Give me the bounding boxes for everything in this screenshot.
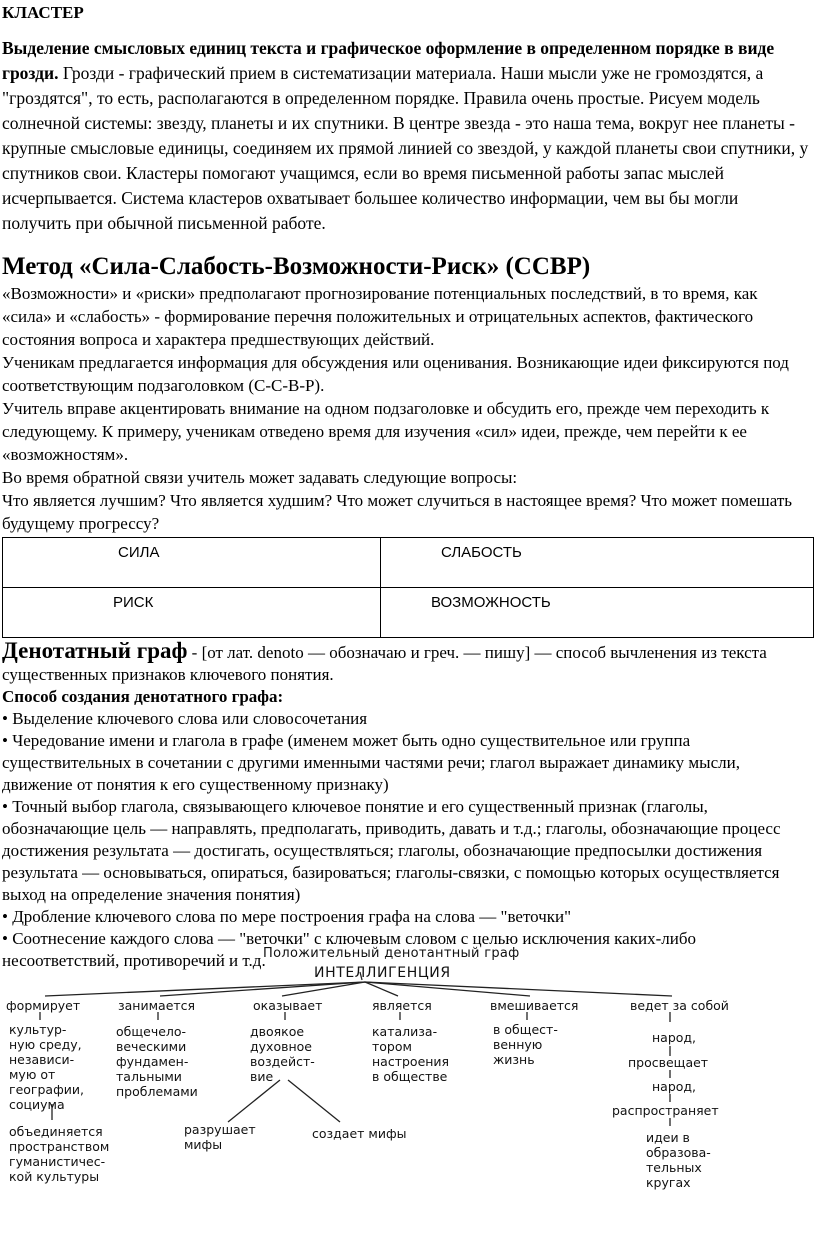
denotat-definition: - [от лат. denoto — обозначаю и греч. — пишу] — способ вычленения из текста существенных признаков ключевого понятия.: [2, 643, 767, 684]
table-row: [3, 588, 814, 638]
table-row: [3, 538, 814, 588]
graph-verb-vmeshivaetsya: вмешивается: [490, 998, 579, 1013]
graph-node-life: в общест- венную жизнь: [493, 1022, 558, 1067]
table-cell-risk: РИСК: [3, 588, 381, 638]
graph-title: Положительный денотантный граф: [263, 946, 520, 961]
connector-vedet: [365, 982, 672, 996]
cluster-heading: КЛАСТЕР: [2, 3, 84, 22]
graph-verb-vedet: ведет за собой: [630, 998, 729, 1013]
graph-chain-spreads: распространяет: [612, 1103, 719, 1118]
cluster-lead: Выделение смысловых единиц текста и графическое оформление в определенном порядке в виде грозди.: [2, 38, 775, 83]
graph-verb-okazyvaet: оказывает: [253, 998, 323, 1013]
graph-node-catalyst: катализа- тором настроения в обществе: [372, 1024, 450, 1084]
list-item: • Соотнесение каждого слова — "веточки" с ключевым словом с целью исключения каких-либо несоответствий, противоречий и т.д.: [2, 929, 696, 970]
cluster-paragraph: [2, 36, 810, 236]
graph-verb-zanimaetsya: занимается: [118, 998, 196, 1013]
graph-root-node: ИНТЕЛЛИГЕНЦИЯ: [314, 965, 451, 981]
swot-paragraph-4: Во время обратной связи учитель может задавать следующие вопросы:: [2, 468, 518, 487]
swot-paragraph-2: Ученикам предлагается информация для обсуждения или оценивания. Возникающие идеи фиксируются под соответствующим подзаголовком (С-С-В-Р).: [2, 353, 789, 395]
graph-chain-enlightens: просвещает: [628, 1055, 709, 1070]
denotat-heading: Денотатный граф: [2, 638, 188, 663]
list-item: • Выделение ключевого слова или словосочетания: [2, 709, 368, 728]
swot-paragraph-1: «Возможности» и «риски» предполагают прогнозирование потенциальных последствий, в то время, как «сила» и «слабость» - формирование перечня положительных и отрицательных аспектов, фактического состояния вопроса и характера предшествующих действий.: [2, 284, 758, 349]
list-item: • Чередование имени и глагола в графе (именем может быть одно существительное или группа существительных в сочетании с другими именными частями речи; глагол выражает динамику мысли, движение от понятия к его существенному признаку): [2, 731, 740, 794]
graph-node-culture: культур- ную среду, независи- мую от географии, социума: [9, 1022, 84, 1112]
graph-node-creates: создает мифы: [312, 1126, 407, 1141]
swot-paragraph-3: Учитель вправе акцентировать внимание на одном подзаголовке и обсудить его, прежде чем переходить к следующему. К примеру, ученикам отведено время для изучения «сил» идеи, прежде, чем перейти к ее «возможностям».: [2, 399, 770, 464]
graph-chain-people-1: народ,: [652, 1030, 697, 1045]
table-cell-weakness: СЛАБОСТЬ: [381, 538, 814, 588]
graph-node-influence: двоякое духовное воздейст- вие: [250, 1024, 315, 1084]
swot-paragraph-5: Что является лучшим? Что является худшим? Что может случиться в настоящее время? Что может помешать будущему прогрессу?: [2, 491, 793, 533]
list-item: • Точный выбор глагола, связывающего ключевое понятие и его существенный признак (глаголы, обозначающие цель — направлять, предполагать, приводить, давать и т.д.; глаголы, обозначающие процесс достижения результата — достигать, осуществляться; глаголы, обозначающие предпосылки достижения результата — основываться, опираться, базироваться; глаголы-связки, с помощью которых осуществляется выход на определение значения понятия): [2, 797, 781, 904]
graph-node-destroys: разрушает мифы: [184, 1122, 256, 1152]
connector-destroys: [228, 1080, 280, 1122]
cluster-body: Грозди - графический прием в систематизации материала. Наши мысли уже не громоздятся, а "гроздятся", то есть, располагаются в определенном порядке. Правила очень простые. Рисуем модель солнечной системы: звезду, планеты и их спутники. В центре звезда - это наша тема, вокруг нее планеты - крупные смысловые единицы, соединяем их прямой линией со звездой, у каждой планеты свои спутники, у спутников свои. Кластеры помогают учащимся, если во время письменной работы запас мыслей исчерпывается. Система кластеров охватывает большее количество информации, чем вы бы могли получить при обычной письменной работе.: [2, 63, 809, 233]
graph-node-unite: объединяется пространством гуманистичес- кой культуры: [9, 1124, 110, 1184]
list-item: • Дробление ключевого слова по мере построения графа на слова — "веточки": [2, 907, 572, 926]
graph-node-ideas: идеи в образова- тельных кругах: [646, 1130, 711, 1190]
table-cell-strength: СИЛА: [3, 538, 381, 588]
swot-heading: Метод «Сила-Слабость-Возможности-Риск» (ССВР): [2, 253, 591, 280]
graph-verb-formiruet: формирует: [6, 998, 81, 1013]
swot-table: [2, 537, 814, 638]
table-cell-opportunity: ВОЗМОЖНОСТЬ: [381, 588, 814, 638]
denotat-paragraph: [2, 640, 810, 686]
graph-verb-yavlyaetsya: является: [372, 998, 432, 1013]
graph-chain-people-2: народ,: [652, 1079, 697, 1094]
denotat-method-title: Способ создания денотатного графа:: [2, 687, 284, 706]
connector-creates: [288, 1080, 340, 1122]
connector-formiruet: [45, 982, 365, 996]
denotat-graph-figure: [0, 944, 816, 1234]
graph-node-problems: общечело- веческими фундамен- тальными проблемами: [116, 1024, 198, 1099]
